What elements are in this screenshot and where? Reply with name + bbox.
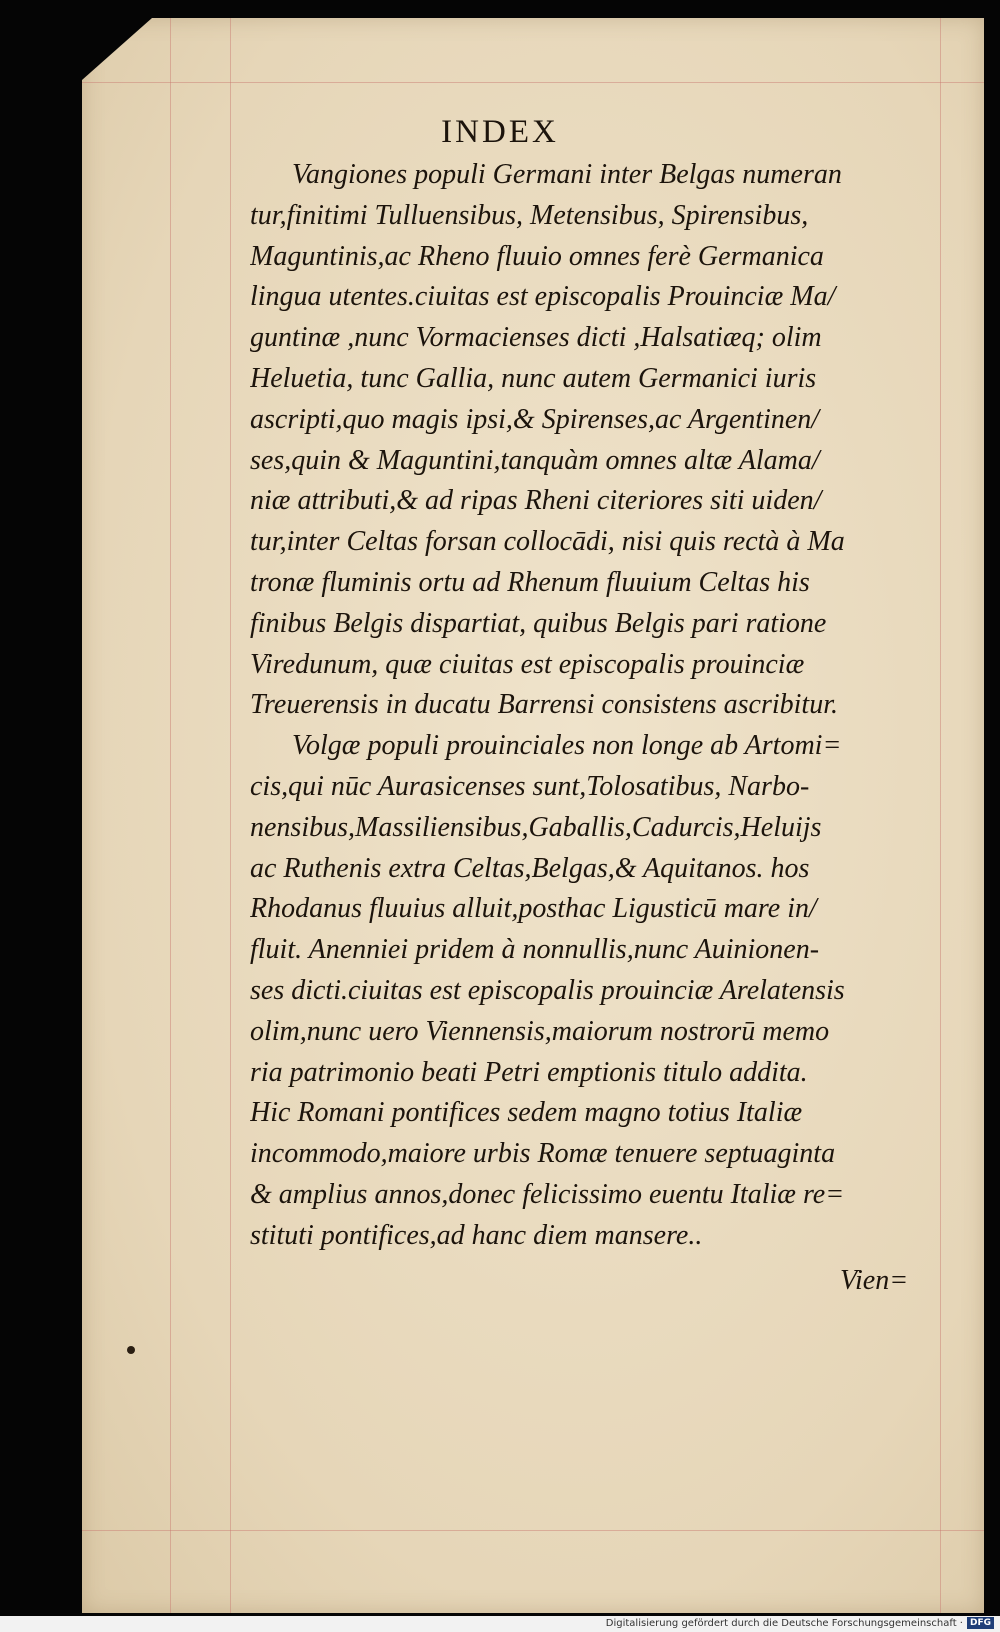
text-line: nensibus,Massiliensibus,Gaballis,Cadurcis,Heluijs xyxy=(250,811,822,843)
text-line: Hic Romani pontifices sedem magno totius Italiæ xyxy=(250,1097,803,1129)
body-text xyxy=(250,155,930,1257)
text-line: tronæ fluminis ortu ad Rhenum fluuium Celtas his xyxy=(250,566,810,598)
text-line: Rhodanus fluuius alluit,posthac Ligusticū mare in/ xyxy=(250,893,817,925)
text-line: Vangiones populi Germani inter Belgas numeran xyxy=(292,159,842,190)
ink-spot xyxy=(127,1346,135,1354)
text-line: & amplius annos,donec felicissimo euentu Italiæ re= xyxy=(250,1178,845,1210)
text-line: tur,inter Celtas forsan collocādi, nisi quis rectà à Ma xyxy=(250,526,845,558)
text-line: incommodo,maiore urbis Romæ tenuere septuaginta xyxy=(250,1138,836,1170)
text-line: tur,finitimi Tulluensibus, Metensibus, Spirensibus, xyxy=(250,199,809,231)
text-line: Heluetia, tunc Gallia, nunc autem Germanici iuris xyxy=(250,362,817,394)
text-line: olim,nunc uero Viennensis,maiorum nostrorū memo xyxy=(250,1015,830,1047)
page-header: INDEX xyxy=(441,114,559,150)
digitization-footer xyxy=(0,1616,1000,1632)
text-line: Maguntinis,ac Rheno fluuio omnes ferè Germanica xyxy=(250,240,824,272)
text-line: fluit. Anenniei pridem à nonnullis,nunc Auinionen- xyxy=(250,934,820,966)
text-line: Treuerensis in ducatu Barrensi consistens ascribitur. xyxy=(250,689,838,721)
text-line: ac Ruthenis extra Celtas,Belgas,& Aquitanos. hos xyxy=(250,852,810,884)
text-line: Volgæ populi prouinciales non longe ab Artomi= xyxy=(292,730,842,762)
dfg-logo[interactable]: DFG xyxy=(967,1617,994,1629)
footer-credit-text: Digitalisierung gefördert durch die Deutsche Forschungsgemeinschaft · xyxy=(605,1618,963,1629)
margin-rule xyxy=(82,1530,984,1531)
text-line: cis,qui nūc Aurasicenses sunt,Tolosatibus, Narbo- xyxy=(250,770,810,802)
text-line: stituti pontifices,ad hanc diem mansere.. xyxy=(250,1219,703,1251)
text-line: lingua utentes.ciuitas est episcopalis Prouinciæ Ma/ xyxy=(250,281,836,313)
torn-corner xyxy=(82,18,152,80)
text-line: Viredunum, quæ ciuitas est episcopalis prouinciæ xyxy=(250,648,805,680)
text-line: guntinæ ,nunc Vormacienses dicti ,Halsatiæq; olim xyxy=(250,322,822,354)
text-line: ses dicti.ciuitas est episcopalis prouinciæ Arelatensis xyxy=(250,974,845,1006)
catchword: Vien= xyxy=(840,1265,909,1296)
text-line: ses,quin & Maguntini,tanquàm omnes altæ Alama/ xyxy=(250,444,820,476)
margin-rule xyxy=(82,82,984,83)
text-line: ria patrimonio beati Petri emptionis titulo addita. xyxy=(250,1056,808,1088)
text-line: ascripti,quo magis ipsi,& Spirenses,ac Argentinen/ xyxy=(250,403,820,435)
margin-rule xyxy=(230,18,231,1613)
margin-rule xyxy=(170,18,171,1613)
text-line: niæ attributi,& ad ripas Rheni citeriores siti uiden/ xyxy=(250,485,822,517)
text-line: finibus Belgis dispartiat, quibus Belgis pari ratione xyxy=(250,607,827,639)
margin-rule xyxy=(940,18,941,1613)
